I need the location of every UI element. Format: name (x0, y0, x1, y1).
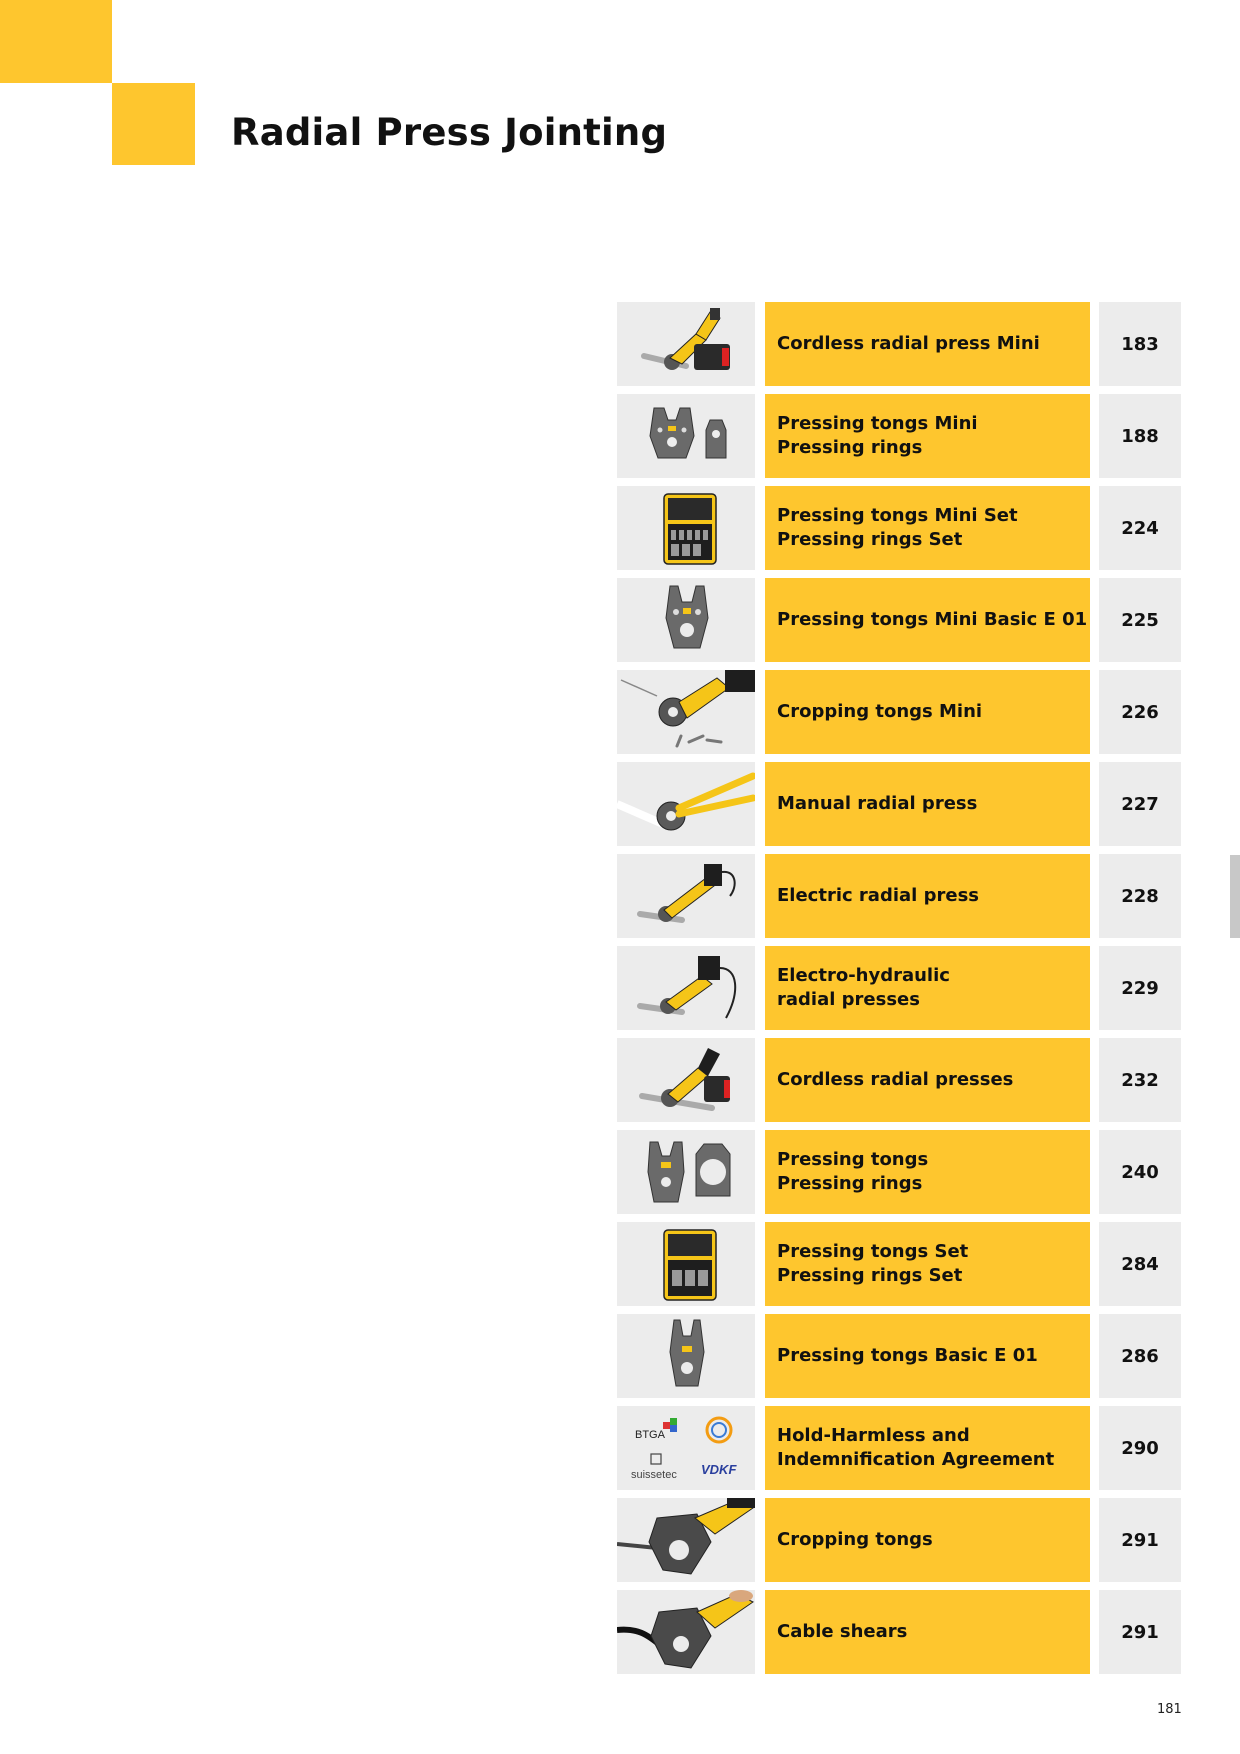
toc-label-text: Pressing tongs Pressing rings (777, 1149, 929, 1194)
electric-press-icon (617, 854, 755, 938)
toc-label-text: Hold-Harmless and Indemnification Agreement (777, 1425, 1055, 1470)
toc-label (765, 1038, 1090, 1122)
toc-label-text: Cropping tongs Mini (777, 701, 983, 722)
table-of-contents (617, 302, 1181, 1682)
toc-row[interactable] (617, 578, 1181, 662)
toc-row[interactable] (617, 946, 1181, 1030)
cropping-tongs-icon (617, 1498, 755, 1582)
toc-row[interactable] (617, 1314, 1181, 1398)
tool-case-icon (617, 486, 755, 570)
toc-page-number: 291 (1099, 1498, 1181, 1582)
pressing-tongs-rings-icon (617, 1130, 755, 1214)
toc-label-text: Pressing tongs Mini Basic E 01 (777, 609, 1088, 630)
pressing-tong-basic-icon (617, 1314, 755, 1398)
toc-label-text: Pressing tongs Mini Set Pressing rings Set (777, 505, 1018, 550)
toc-page-number: 226 (1099, 670, 1181, 754)
toc-label (765, 1222, 1090, 1306)
page-number: 181 (1157, 1702, 1182, 1717)
toc-label-text: Electric radial press (777, 885, 979, 906)
toc-row[interactable] (617, 1498, 1181, 1582)
toc-row[interactable] (617, 486, 1181, 570)
toc-page-number: 183 (1099, 302, 1181, 386)
toc-label-text: Pressing tongs Set Pressing rings Set (777, 1241, 969, 1286)
toc-row[interactable] (617, 1130, 1181, 1214)
toc-row[interactable] (617, 394, 1181, 478)
toc-label (765, 1314, 1090, 1398)
toc-label (765, 1406, 1090, 1490)
cordless-press-mini-icon (617, 302, 755, 386)
toc-page-number: 290 (1099, 1406, 1181, 1490)
toc-label (765, 762, 1090, 846)
tool-case-icon (617, 1222, 755, 1306)
toc-page-number: 224 (1099, 486, 1181, 570)
toc-label (765, 578, 1090, 662)
toc-label (765, 302, 1090, 386)
toc-page-number: 240 (1099, 1130, 1181, 1214)
toc-page-number: 284 (1099, 1222, 1181, 1306)
toc-label (765, 1130, 1090, 1214)
toc-row[interactable] (617, 302, 1181, 386)
toc-page-number: 229 (1099, 946, 1181, 1030)
toc-label-text: Electro-hydraulic radial presses (777, 965, 950, 1010)
toc-row[interactable] (617, 1406, 1181, 1490)
toc-label (765, 670, 1090, 754)
toc-label-text: Pressing tongs Basic E 01 (777, 1345, 1038, 1366)
toc-label (765, 854, 1090, 938)
suissetec-logo: suissetec (631, 1469, 677, 1481)
btga-logo: BTGA (635, 1429, 665, 1441)
toc-row[interactable] (617, 1222, 1181, 1306)
toc-label-text: Cordless radial presses (777, 1069, 1014, 1090)
toc-row[interactable] (617, 1590, 1181, 1674)
association-logos-icon (617, 1406, 755, 1490)
toc-label-text: Cordless radial press Mini (777, 333, 1040, 354)
cropping-tongs-mini-icon (617, 670, 755, 754)
toc-page-number: 228 (1099, 854, 1181, 938)
toc-label-text: Manual radial press (777, 793, 978, 814)
chapter-tab (1230, 855, 1240, 938)
toc-label (765, 486, 1090, 570)
corner-block-top (0, 0, 112, 83)
pressing-tongs-rings-mini-icon (617, 394, 755, 478)
cable-shears-icon (617, 1590, 755, 1674)
toc-label-text: Cable shears (777, 1621, 908, 1642)
toc-label-text: Pressing tongs Mini Pressing rings (777, 413, 978, 458)
toc-label (765, 1590, 1090, 1674)
toc-row[interactable] (617, 854, 1181, 938)
manual-press-icon (617, 762, 755, 846)
toc-page-number: 286 (1099, 1314, 1181, 1398)
page-title: Radial Press Jointing (231, 111, 668, 154)
vdkf-logo: VDKF (701, 1462, 737, 1477)
toc-page-number: 291 (1099, 1590, 1181, 1674)
toc-page-number: 227 (1099, 762, 1181, 846)
toc-label-text: Cropping tongs (777, 1529, 933, 1550)
toc-row[interactable] (617, 670, 1181, 754)
toc-row[interactable] (617, 762, 1181, 846)
electro-hydraulic-press-icon (617, 946, 755, 1030)
cordless-press-icon (617, 1038, 755, 1122)
toc-page-number: 188 (1099, 394, 1181, 478)
toc-page-number: 232 (1099, 1038, 1181, 1122)
corner-block-bottom (112, 83, 195, 165)
pressing-tong-basic-icon (617, 578, 755, 662)
toc-label (765, 946, 1090, 1030)
toc-label (765, 394, 1090, 478)
toc-row[interactable] (617, 1038, 1181, 1122)
toc-page-number: 225 (1099, 578, 1181, 662)
toc-label (765, 1498, 1090, 1582)
